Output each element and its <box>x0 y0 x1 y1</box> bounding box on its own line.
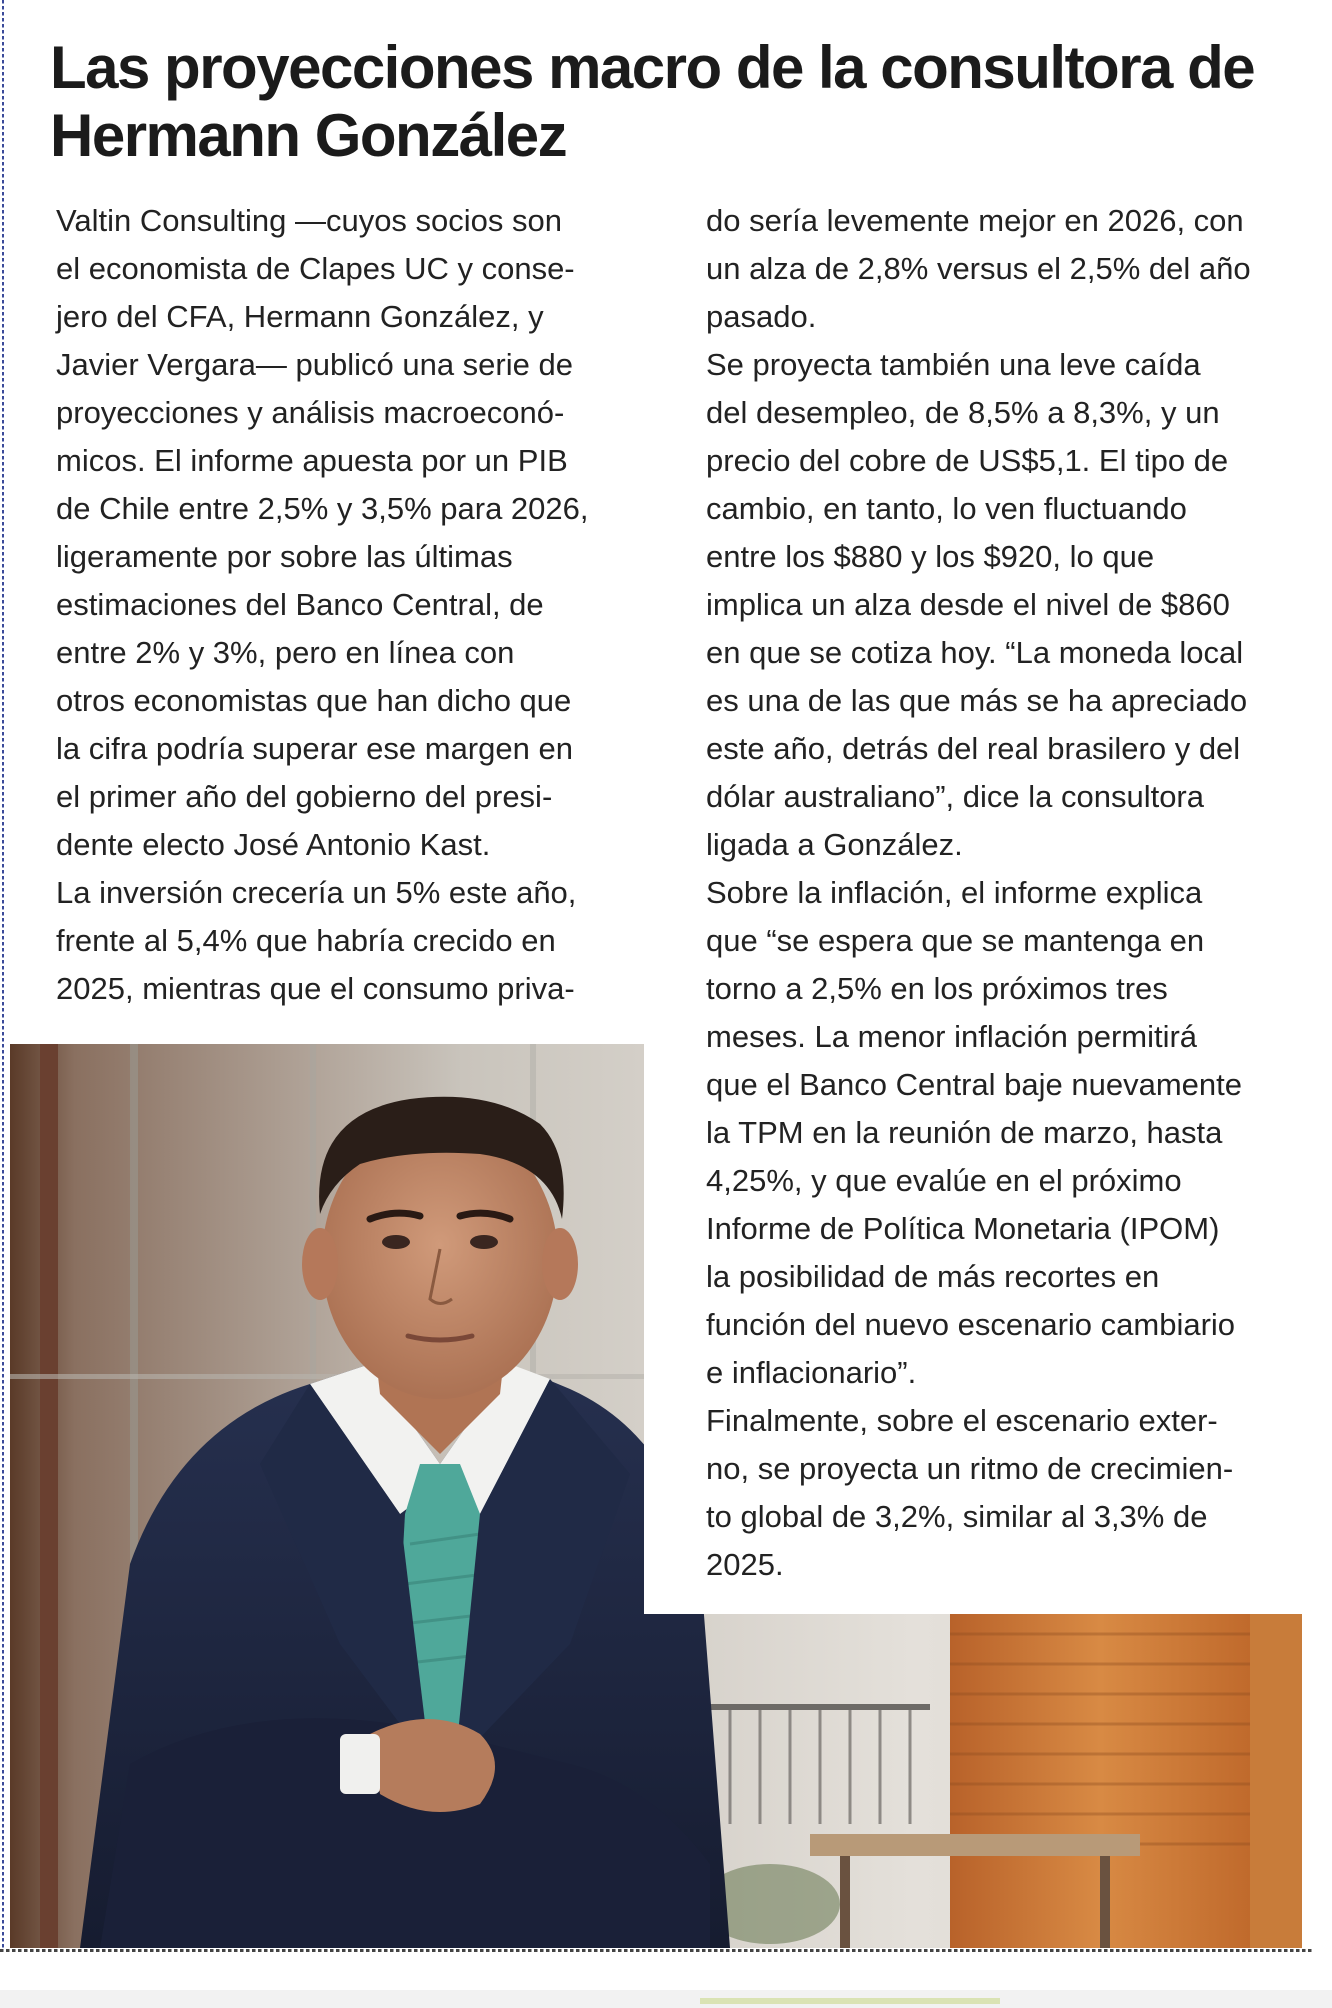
photo-table <box>810 1834 1140 1856</box>
footer-accent <box>700 1998 1000 2004</box>
body-line: Informe de Política Monetaria (IPOM) <box>706 1211 1220 1246</box>
article-column-right <box>706 197 1251 1589</box>
body-line: este año, detrás del real brasilero y del <box>706 731 1241 766</box>
body-line: función del nuevo escenario cambiario <box>706 1307 1236 1342</box>
body-line: micos. El informe apuesta por un PIB <box>56 443 568 478</box>
body-line: ligada a González. <box>706 827 963 862</box>
body-line: Javier Vergara— publicó una serie de <box>56 347 573 382</box>
body-line: proyecciones y análisis macroeconó- <box>56 395 565 430</box>
body-line: frente al 5,4% que habría crecido en <box>56 923 556 958</box>
photo-wood-post <box>40 1044 58 1948</box>
left-dotted-rule <box>2 0 4 1950</box>
body-line: del desempleo, de 8,5% a 8,3%, y un <box>706 395 1220 430</box>
article-column-left <box>56 197 589 1013</box>
body-line: 2025, mientras que el consumo priva- <box>56 971 575 1006</box>
body-line: en que se cotiza hoy. “La moneda local <box>706 635 1244 670</box>
body-line: la posibilidad de más recortes en <box>706 1259 1160 1294</box>
body-line: precio del cobre de US$5,1. El tipo de <box>706 443 1229 478</box>
body-line: un alza de 2,8% versus el 2,5% del año <box>706 251 1251 286</box>
body-line: pasado. <box>706 299 817 334</box>
body-line: otros economistas que han dicho que <box>56 683 572 718</box>
body-line: jero del CFA, Hermann González, y <box>56 299 544 334</box>
body-line: La inversión crecería un 5% este año, <box>56 875 577 910</box>
body-line: dólar australiano”, dice la consultora <box>706 779 1204 814</box>
body-line: el primer año del gobierno del presi- <box>56 779 553 814</box>
body-line: Finalmente, sobre el escenario exter- <box>706 1403 1218 1438</box>
bottom-dotted-rule <box>0 1949 1312 1952</box>
photo-cuff <box>340 1734 380 1794</box>
footer-band <box>0 1990 1332 2008</box>
body-line: Se proyecta también una leve caída <box>706 347 1201 382</box>
body-line: 4,25%, y que evalúe en el próximo <box>706 1163 1182 1198</box>
article-headline: Las proyecciones macro de la consultora de Hermann González <box>50 34 1255 169</box>
body-line: entre los $880 y los $920, lo que <box>706 539 1155 574</box>
body-line: torno a 2,5% en los próximos tres <box>706 971 1168 1006</box>
body-line: do sería levemente mejor en 2026, con <box>706 203 1244 238</box>
body-line: to global de 3,2%, similar al 3,3% de <box>706 1499 1208 1534</box>
body-line: que “se espera que se mantenga en <box>706 923 1205 958</box>
body-line: entre 2% y 3%, pero en línea con <box>56 635 515 670</box>
body-line: no, se proyecta un ritmo de crecimien- <box>706 1451 1234 1486</box>
body-line: e inflacionario”. <box>706 1355 917 1390</box>
body-line: 2025. <box>706 1547 784 1582</box>
photo-wood-edge <box>1250 1604 1302 1948</box>
body-line: ligeramente por sobre las últimas <box>56 539 513 574</box>
body-line: Valtin Consulting —cuyos socios son <box>56 203 563 238</box>
body-line: Sobre la inflación, el informe explica <box>706 875 1203 910</box>
body-line: meses. La menor inflación permitirá <box>706 1019 1198 1054</box>
photo-hand <box>370 1719 495 1812</box>
body-line: de Chile entre 2,5% y 3,5% para 2026, <box>56 491 589 526</box>
body-line: cambio, en tanto, lo ven fluctuando <box>706 491 1187 526</box>
body-line: el economista de Clapes UC y conse- <box>56 251 575 286</box>
body-line: estimaciones del Banco Central, de <box>56 587 544 622</box>
body-line: la TPM en la reunión de marzo, hasta <box>706 1115 1223 1150</box>
body-line: la cifra podría superar ese margen en <box>56 731 573 766</box>
body-line: implica un alza desde el nivel de $860 <box>706 587 1230 622</box>
body-line: que el Banco Central baje nuevamente <box>706 1067 1242 1102</box>
body-line: dente electo José Antonio Kast. <box>56 827 491 862</box>
body-line: es una de las que más se ha apreciado <box>706 683 1248 718</box>
